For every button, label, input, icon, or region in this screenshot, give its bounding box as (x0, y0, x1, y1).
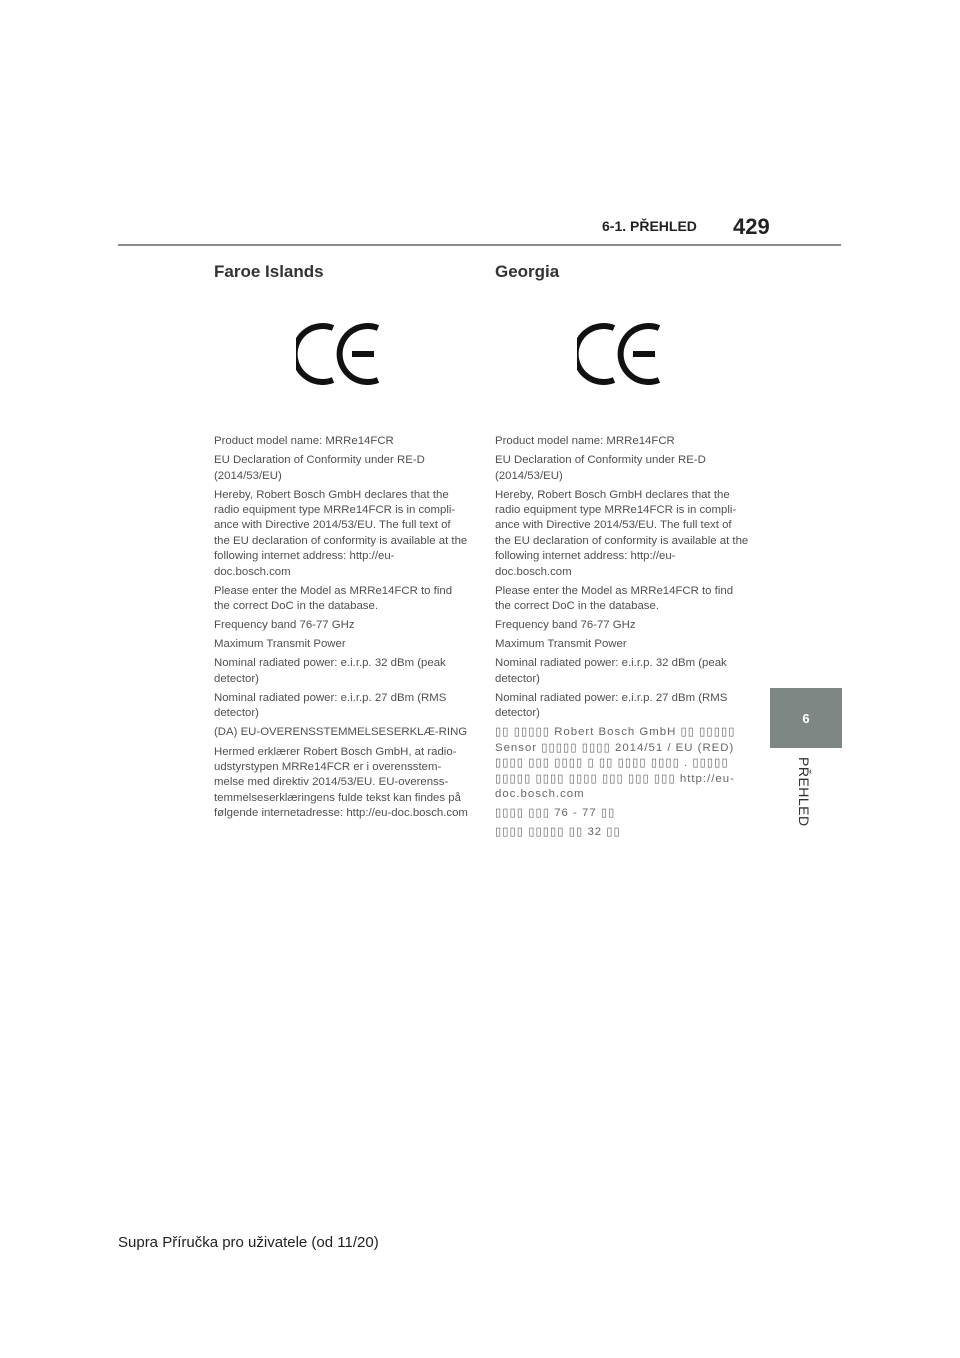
right-column (495, 262, 750, 844)
paragraph: Hereby, Robert Bosch GmbH declares that the radio equipment type MRRe14FCR is in compli-ance with Directive 2014/53/EU. The full text of the EU declaration of conformity is available at the following internet address: http://eu-doc.bosch.com (214, 488, 468, 578)
paragraph: Hermed erklærer Robert Bosch GmbH, at radio-udstyrstypen MRRe14FCR er i overensstem-melse med direktiv 2014/53/EU. EU-overenss-temmelseserklæringens fulde tekst kan findes på følgende internetadresse: http://eu-doc.bosch.com (214, 745, 468, 820)
chapter-tab (770, 688, 842, 748)
chapter-side-label: PŘEHLED (796, 757, 812, 827)
paragraph: Nominal radiated power: e.i.r.p. 32 dBm (peak detector) (214, 657, 446, 685)
page-number: 429 (733, 214, 770, 239)
column-title: Faroe Islands (214, 262, 324, 281)
georgian-paragraph: ▯▯▯▯ ▯▯▯▯▯ ▯▯ 32 ▯▯ (495, 826, 621, 839)
paragraph: Frequency band 76-77 GHz (214, 619, 355, 632)
left-body (214, 434, 469, 822)
paragraph: Nominal radiated power: e.i.r.p. 32 dBm (peak detector) (495, 657, 727, 685)
paragraph: Frequency band 76-77 GHz (495, 619, 636, 632)
header-divider (118, 244, 841, 246)
paragraph: Nominal radiated power: e.i.r.p. 27 dBm (RMS detector) (495, 691, 728, 720)
paragraph: Product model name: MRRe14FCR (495, 435, 675, 447)
footer-text: Supra Příručka pro uživatele (od 11/20) (118, 1234, 379, 1251)
ce-mark-icon (296, 322, 386, 386)
left-column (214, 262, 469, 825)
chapter-number: 6 (802, 710, 810, 726)
paragraph: Please enter the Model as MRRe14FCR to find the correct DoC in the database. (214, 584, 453, 613)
column-title: Georgia (495, 262, 560, 281)
paragraph: Maximum Transmit Power (495, 638, 627, 651)
georgian-paragraph: ▯▯▯▯ ▯▯▯ 76 - 77 ▯▯ (495, 807, 616, 820)
ce-mark-icon (577, 322, 667, 386)
paragraph: EU Declaration of Conformity under RE-D (2014/53/EU) (214, 454, 425, 482)
paragraph: Hereby, Robert Bosch GmbH declares that the radio equipment type MRRe14FCR is in compli-ance with Directive 2014/53/EU. The full text of the EU declaration of conformity is available at the following internet address: http://eu-doc.bosch.com (495, 488, 749, 578)
section-header: 6-1. PŘEHLED (602, 218, 697, 234)
georgian-paragraph: ▯▯ ▯▯▯▯▯ Robert Bosch GmbH ▯▯ ▯▯▯▯▯ Sensor ▯▯▯▯▯ ▯▯▯▯ 2014/51 / EU (RED) ▯▯▯▯ ▯▯▯ ▯▯▯▯ ▯ ▯▯ ▯▯▯▯ ▯▯▯▯ . ▯▯▯▯▯ ▯▯▯▯▯ ▯▯▯▯ ▯▯▯▯ ▯▯▯ ▯▯▯ ▯▯▯ http://eu-doc.bosch.com (495, 726, 736, 801)
paragraph: EU Declaration of Conformity under RE-D (2014/53/EU) (495, 454, 706, 482)
paragraph: Maximum Transmit Power (214, 638, 346, 651)
paragraph: Please enter the Model as MRRe14FCR to find the correct DoC in the database. (495, 584, 734, 613)
paragraph: Product model name: MRRe14FCR (214, 435, 394, 447)
paragraph: Nominal radiated power: e.i.r.p. 27 dBm (RMS detector) (214, 691, 447, 720)
paragraph: (DA) EU-OVERENSSTEMMELSESERKLÆ-RING (214, 726, 468, 739)
right-body (495, 434, 750, 841)
